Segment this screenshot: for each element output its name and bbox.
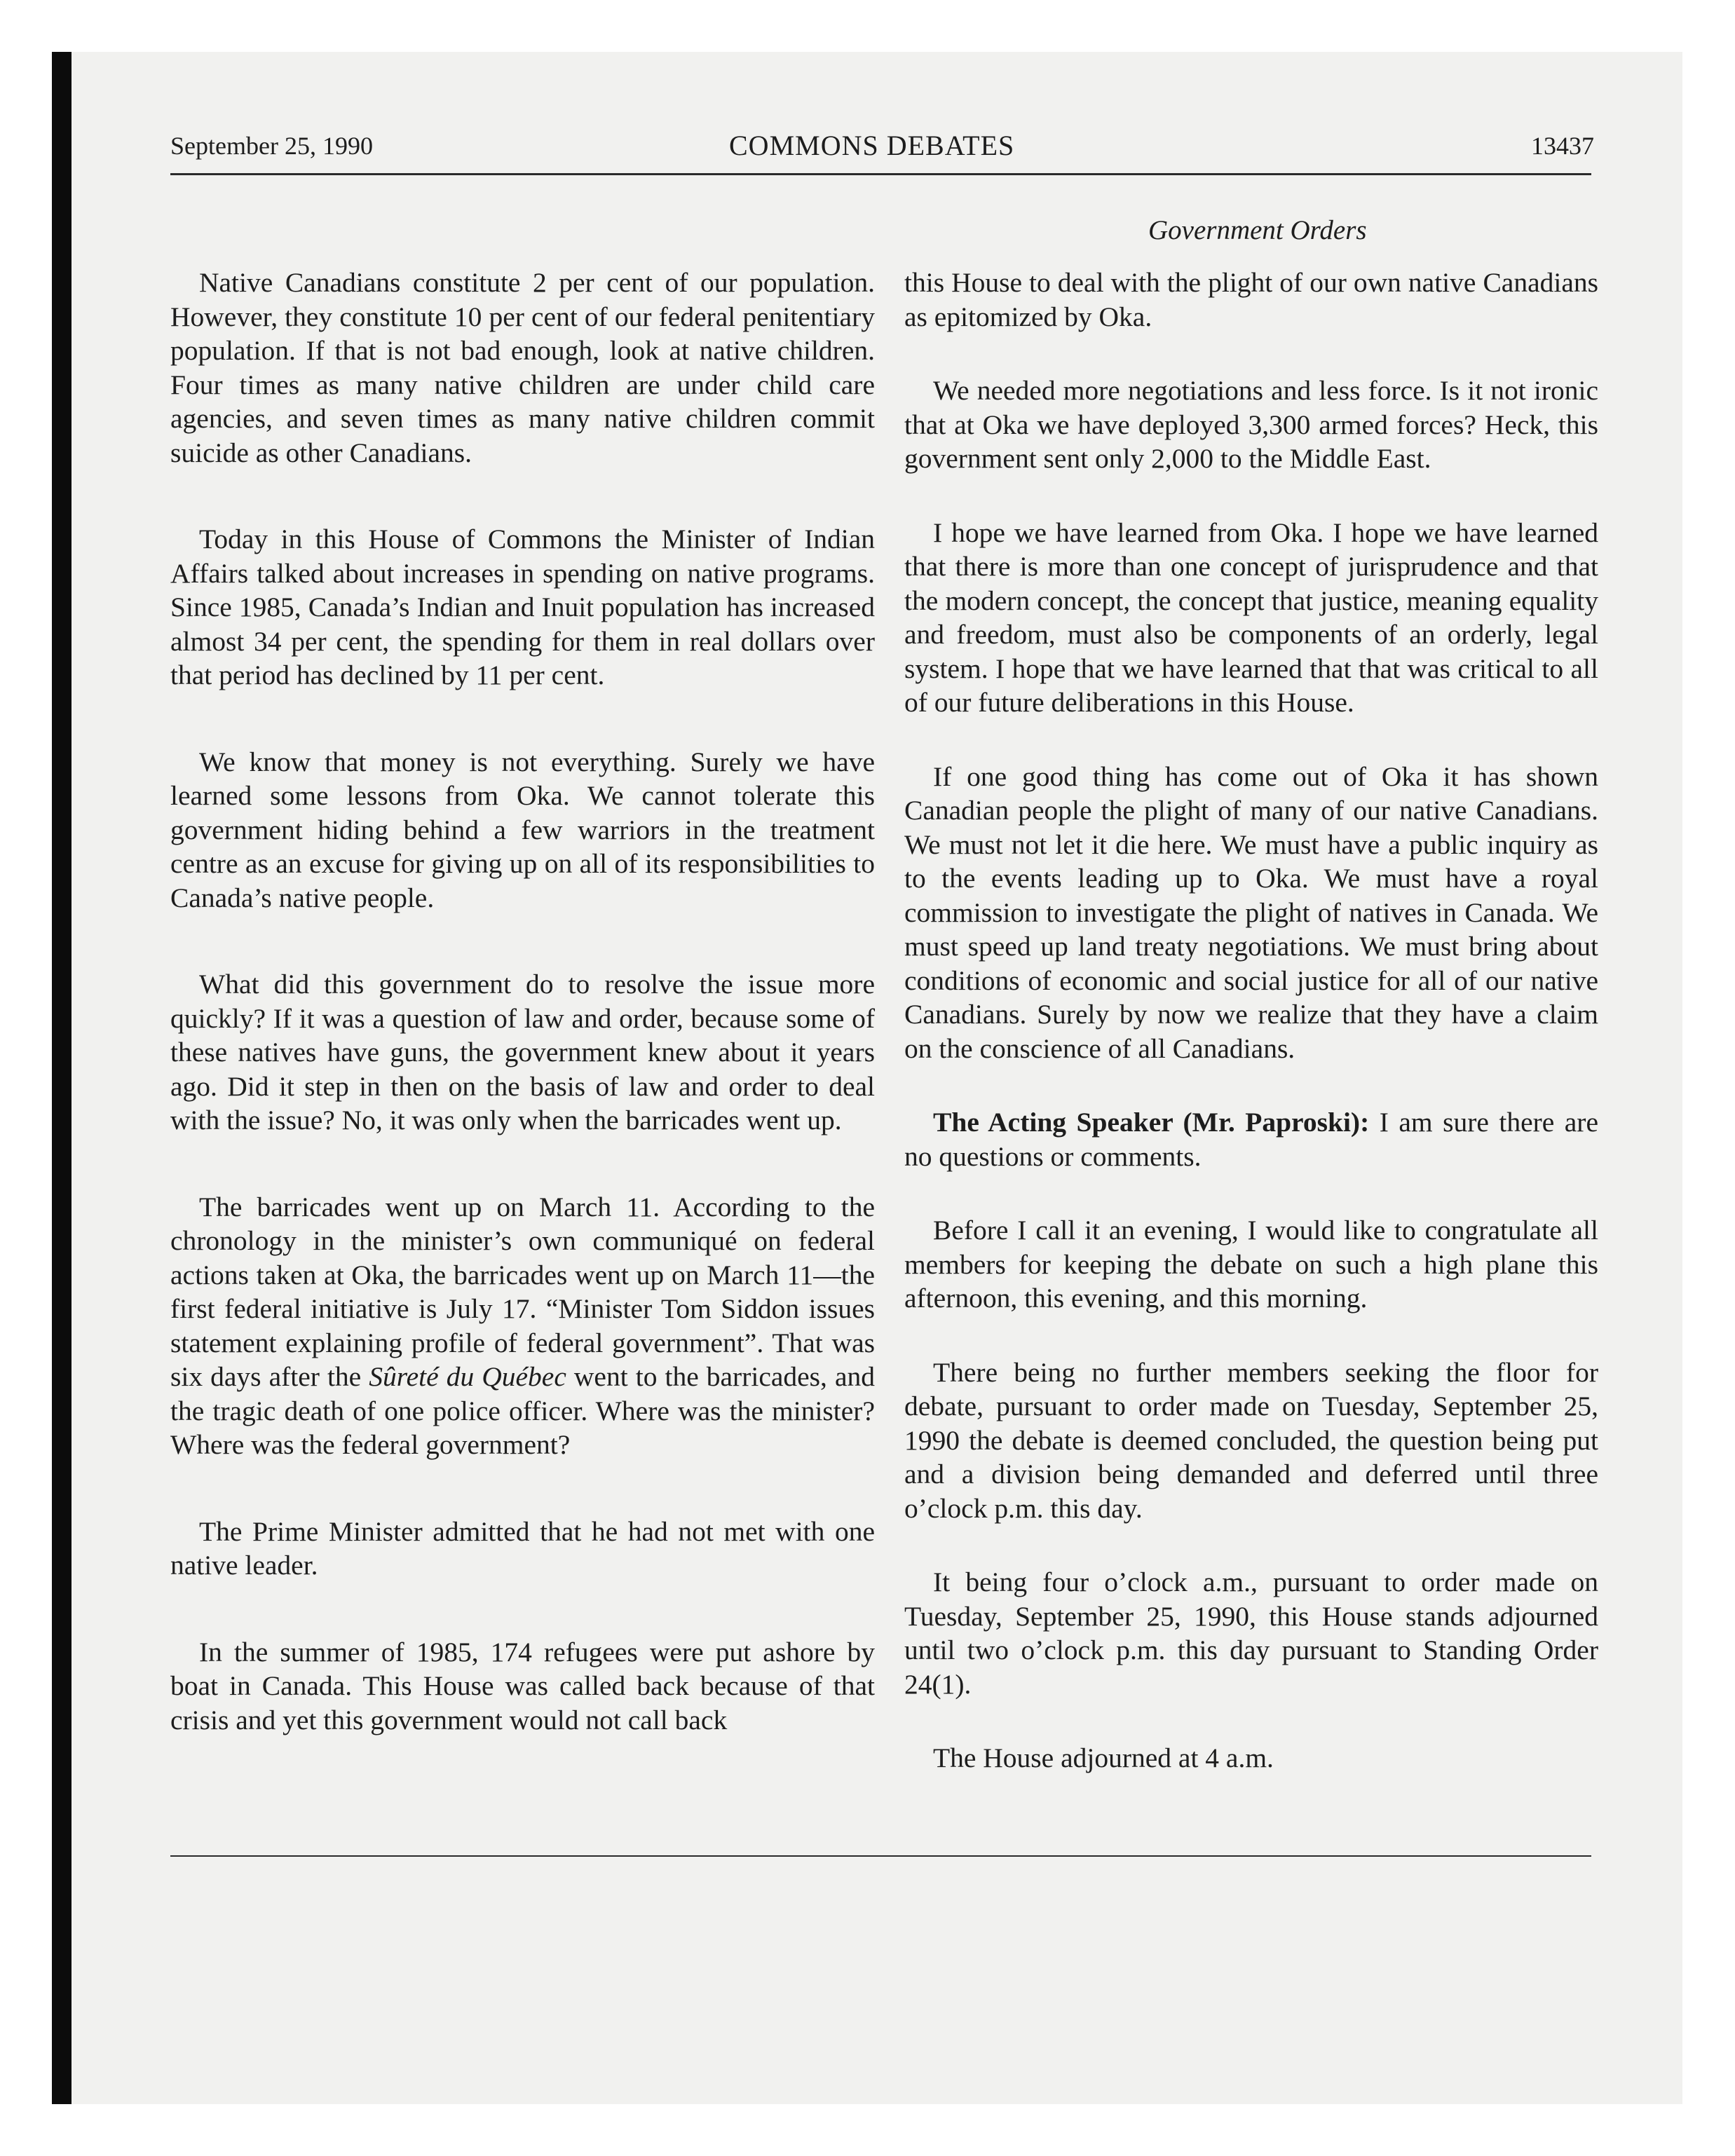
scan-edge-shadow <box>52 52 72 2104</box>
paragraph-continued: this House to deal with the plight of our own native Canadians as epitomized by Oka. <box>904 267 1598 332</box>
page-number: 13437 <box>1531 132 1594 160</box>
speaker-text: I am sure there are no questions or comments. <box>904 1107 1598 1172</box>
paragraph: What did this government do to resolve the issue more quickly? If it was a question of law and order, because some of these natives have guns, the government knew about it years ago. Did it step in then on the basis of law and order to deal with the issue? No, it was only when the barricades went up. <box>170 969 875 1135</box>
section-heading: Government Orders <box>1148 215 1367 245</box>
paragraph: There being no further members seeking the floor for debate, pursuant to order made on Tuesday, September 25, 1990 the debate is deemed concluded, the question being put and a division being demanded and deferred until three o’clock p.m. this day. <box>904 1356 1598 1524</box>
header-title: COMMONS DEBATES <box>729 130 1015 161</box>
paragraph: Today in this House of Commons the Minister of Indian Affairs talked about increases in spending on native programs. Since 1985, Canada’s Indian and Inuit population has increased almost 34 per cent, the spending for them in real dollars over that period has declined by 11 per cent. <box>170 524 875 690</box>
italic-term: Sûreté du Québec <box>369 1361 566 1392</box>
paragraph: The House adjourned at 4 a.m. <box>933 1742 1274 1773</box>
right-column <box>904 266 1598 1775</box>
header-rule <box>170 173 1591 175</box>
paragraph: Before I call it an evening, I would like to congratulate all members for keeping the debate on such a high plane this afternoon, this evening, and this morning. <box>904 1215 1598 1314</box>
header-date: September 25, 1990 <box>170 132 373 160</box>
paragraph: The Prime Minister admitted that he had not met with one native leader. <box>170 1515 875 1581</box>
paragraph: We needed more negotiations and less force. Is it not ironic that at Oka we have deployed 3,300 armed forces? Heck, this government sent only 2,000 to the Middle East. <box>904 375 1598 474</box>
text-run: The barricades went up on March 11. According to the chronology in the minister’s own communiqué on federal actions taken at Oka, the barricades went up on March 11—the first federal initiative is July 17. “Minister Tom Siddon issues statement explaining profile of federal government”. That was six days after the <box>170 1191 875 1392</box>
speaker-paragraph <box>904 1105 1598 1173</box>
paragraph: Native Canadians constitute 2 per cent of our population. However, they constitute 10 per cent of our federal penitentiary population. If that is not bad enough, look at native children. Four times as many native children are under child care agencies, and seven times as many native children commit suicide as other Canadians. <box>170 267 875 468</box>
footer-rule <box>170 1855 1591 1857</box>
paragraph: In the summer of 1985, 174 refugees were put ashore by boat in Canada. This House was called back because of that crisis and yet this government would not call back <box>170 1636 875 1735</box>
paragraph: We know that money is not everything. Surely we have learned some lessons from Oka. We cannot tolerate this government hiding behind a few warriors in the treatment centre as an excuse for giving up on all of its responsibilities to Canada’s native people. <box>170 746 875 913</box>
paragraph: I hope we have learned from Oka. I hope we have learned that there is more than one concept of jurisprudence and that the modern concept, the concept that justice, meaning equality and freedom, must also be components of an orderly, legal system. I hope that we have learned that that was critical to all of our future deliberations in this House. <box>904 517 1598 718</box>
paragraph-barricades <box>170 1190 875 1462</box>
paragraph: If one good thing has come out of Oka it has shown Canadian people the plight of many of our native Canadians. We must not let it die here. We must have a public inquiry as to the events leading up to Oka. We must have a royal commission to investigate the plight of natives in Canada. We must speed up land treaty negotiations. We must bring about conditions of economic and social justice for all of our native Canadians. Surely by now we realize that they have a claim on the conscience of all Canadians. <box>904 760 1598 1064</box>
text-run: went to the barricades, and the tragic death of one police officer. Where was the minister? Where was the federal government? <box>170 1361 875 1460</box>
left-column <box>170 266 875 1737</box>
speaker-name: The Acting Speaker (Mr. Paproski): <box>933 1107 1370 1138</box>
paragraph: It being four o’clock a.m., pursuant to order made on Tuesday, September 25, 1990, this House stands adjourned until two o’clock p.m. this day pursuant to Standing Order 24(1). <box>904 1567 1598 1700</box>
